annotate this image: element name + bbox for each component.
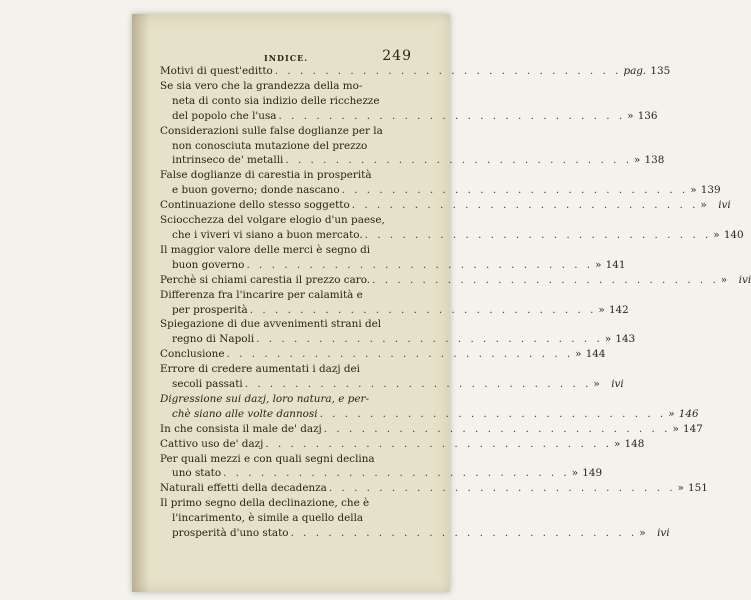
page-ref-number: 138	[644, 154, 665, 167]
page-ref-number: 143	[615, 333, 636, 346]
toc-entry-text: False doglianze di carestia in prosperità	[160, 169, 372, 182]
toc-entry-text: Il maggior valore delle merci è segno di	[160, 243, 371, 256]
page-reference	[595, 258, 625, 273]
toc-entry	[160, 481, 708, 496]
page-ref-number: 136	[637, 109, 658, 122]
leader-dots: . . . . . . . . . . . . . . . . . . . . . . . . . . . .	[364, 228, 712, 241]
toc-entry-line	[160, 288, 404, 303]
toc-entry-text: Continuazione dello stesso soggetto	[160, 199, 350, 212]
toc-entry-line	[160, 243, 404, 258]
toc-entry-line	[160, 139, 404, 154]
leader-dots: . . . . . . . . . . . . . . . . . . . . . . . . . . . .	[323, 422, 671, 435]
toc-entry-text: In che consista il male de' dazj	[160, 422, 322, 435]
page-prefix: »	[595, 258, 602, 271]
toc-entry-line	[160, 347, 606, 362]
page-prefix: »	[672, 422, 679, 435]
page-ref-number: ivi	[718, 199, 731, 212]
page-ref-number: 139	[700, 184, 721, 197]
page-prefix: »	[634, 154, 641, 167]
page-reference	[627, 109, 657, 124]
leader-dots: . . . . . . . . . . . . . . . . . . . . . . . . . . . .	[256, 333, 603, 346]
toc-entry-line	[160, 198, 731, 213]
page-ref-number: 142	[608, 303, 629, 316]
toc-entry-text: Considerazioni sulle false doglianze per la	[160, 124, 383, 137]
toc-entry-text: Conclusione	[160, 348, 225, 361]
page-prefix: »	[614, 437, 621, 450]
toc-entry	[160, 168, 721, 198]
page-ref-number: 144	[585, 348, 606, 361]
page-ref-number: 148	[624, 437, 645, 450]
toc-entry-line	[160, 377, 624, 392]
toc-entry-text: del popolo che l'usa	[172, 109, 277, 122]
toc-entry-line	[160, 94, 404, 109]
page-prefix: pag.	[623, 65, 647, 77]
page-reference	[593, 377, 623, 392]
leader-dots: . . . . . . . . . . . . . . . . . . . . . . . . . . . .	[285, 154, 633, 167]
page-reference	[572, 466, 602, 481]
page-prefix: »	[598, 303, 605, 316]
toc-entry-line	[160, 437, 645, 452]
leader-dots: . . . . . . . . . . . . . . . . . . . . . . . . . . . .	[341, 184, 689, 197]
page-prefix: »	[668, 407, 675, 420]
toc-entry-text: Spiegazione di due avvenimenti strani del	[160, 318, 382, 331]
toc-entry-text: Per quali mezzi e con quali segni declina	[160, 452, 375, 465]
page-prefix: »	[720, 273, 728, 286]
toc-entry	[160, 64, 671, 79]
page-number: 249	[382, 48, 412, 64]
toc-entry-line	[160, 124, 404, 139]
toc-entry-line	[160, 422, 703, 437]
toc-entry-line	[160, 153, 665, 168]
toc-entry	[160, 317, 636, 347]
toc-entry-text: buon governo	[172, 258, 245, 271]
page-prefix: »	[639, 527, 646, 540]
toc-entry	[160, 347, 606, 362]
toc-entry-line	[160, 332, 636, 347]
toc-entry	[160, 213, 744, 243]
page-ref-number: 151	[688, 482, 708, 495]
toc-entry-text: Differenza fra l'incarire per calamità e	[160, 288, 363, 301]
leader-dots: . . . . . . . . . . . . . . . . . . . . . . . . . . . .	[244, 378, 592, 391]
toc-entry	[160, 288, 629, 318]
toc-entry-text: intrinseco de' metalli	[172, 154, 284, 167]
toc-entry-text: chè siano alle volte dannosi	[172, 407, 318, 420]
leader-dots: . . . . . . . . . . . . . . . . . . . . . . . . . . . .	[351, 199, 699, 212]
leader-dots: . . . . . . . . . . . . . . . . . . . . . . . . . . . .	[274, 65, 622, 77]
toc-entry-line	[160, 317, 404, 332]
toc-entry-text: che i viveri vi siano a buon mercato.	[172, 228, 363, 241]
page-prefix: »	[627, 109, 634, 122]
toc-entry	[160, 79, 658, 124]
page-reference	[690, 183, 720, 198]
leader-dots: . . . . . . . . . . . . . . . . . . . . . . . . . . . .	[223, 467, 570, 480]
page-reference	[623, 64, 670, 79]
page-prefix: »	[700, 199, 707, 212]
toc-entry-line	[160, 407, 699, 422]
leader-dots: . . . . . . . . . . . . . . . . . . . . . . . . . . . .	[265, 437, 613, 450]
page-reference	[605, 332, 635, 347]
leader-dots: . . . . . . . . . . . . . . . . . . . . . . . . . . . .	[290, 527, 638, 540]
toc-entry-text: Digressione sui dazj, loro natura, e per-	[160, 392, 369, 405]
leader-dots: . . . . . . . . . . . . . . . . . . . . . . . . . . . .	[226, 348, 574, 361]
toc-entry-line	[160, 481, 708, 496]
page-prefix: »	[677, 482, 684, 495]
toc-entry-text: Naturali effetti della decadenza	[160, 482, 327, 495]
page-ref-number: 149	[582, 467, 603, 480]
page-reference	[721, 273, 751, 288]
toc-entry-text: Se sia vero che la grandezza della mo-	[160, 79, 363, 92]
page-prefix: »	[571, 467, 579, 480]
page-reference	[700, 198, 730, 213]
page-reference	[639, 526, 669, 541]
toc-entry-text: per prosperità	[172, 303, 248, 316]
toc-entry	[160, 437, 645, 452]
toc-entry-line	[160, 213, 404, 228]
toc-entry	[160, 392, 699, 422]
leader-dots: . . . . . . . . . . . . . . . . . . . . . . . . . . . .	[328, 482, 676, 495]
leader-dots: . . . . . . . . . . . . . . . . . . . . . . . . . . . .	[372, 273, 719, 286]
page-reference	[672, 422, 702, 437]
toc-entry-text: regno di Napoli	[172, 333, 255, 346]
page-ref-number: ivi	[611, 378, 624, 391]
toc-entry-line	[160, 228, 744, 243]
toc-entry-line	[160, 452, 404, 467]
page-ref-number: ivi	[738, 273, 751, 286]
leader-dots: . . . . . . . . . . . . . . . . . . . . . . . . . . . .	[319, 407, 667, 420]
leader-dots: . . . . . . . . . . . . . . . . . . . . . . . . . . . .	[246, 258, 594, 271]
toc-entry-line	[160, 183, 721, 198]
page-prefix: »	[575, 348, 582, 361]
page-ref-number: 146	[678, 407, 699, 420]
page-reference	[634, 153, 664, 168]
toc-entry-text: Perchè si chiami carestia il prezzo caro.	[160, 273, 371, 286]
toc-entry-text: non conosciuta mutazione del prezzo	[172, 139, 368, 152]
toc-entry-line	[160, 362, 404, 377]
running-title: INDICE.	[264, 53, 308, 63]
page-prefix: »	[690, 184, 697, 197]
toc-entry-line	[160, 168, 404, 183]
toc-entry-line	[160, 258, 626, 273]
toc-entry-line	[160, 64, 671, 79]
leader-dots: . . . . . . . . . . . . . . . . . . . . . . . . . . . .	[249, 303, 597, 316]
toc-entry-text: Il primo segno della declinazione, che è	[160, 497, 370, 510]
toc-entry-text: secoli passati	[172, 378, 243, 391]
toc-entry-line	[160, 511, 404, 526]
table-of-contents	[160, 64, 751, 541]
page-reference	[575, 347, 605, 362]
toc-entry-line	[160, 303, 629, 318]
toc-entry	[160, 124, 665, 169]
page-ref-number: 140	[723, 228, 744, 241]
page-prefix: »	[593, 378, 600, 391]
toc-entry-line	[160, 109, 658, 124]
page-ref-number: 141	[605, 258, 626, 271]
toc-entry-text: Errore di credere aumentati i dazj dei	[160, 363, 360, 376]
page-reference	[678, 481, 708, 496]
toc-entry	[160, 198, 731, 213]
toc-entry	[160, 422, 703, 437]
toc-entry-text: l'incarimento, è simile a quello della	[172, 512, 364, 525]
toc-entry-text: e buon governo; donde nascano	[172, 184, 340, 197]
toc-entry	[160, 496, 670, 541]
toc-entry-text: neta di conto sia indizio delle ricchezze	[172, 94, 380, 107]
toc-entry-text: Sciocchezza del volgare elogio d'un paese,	[160, 214, 385, 227]
toc-entry-line	[160, 496, 404, 511]
toc-entry	[160, 243, 626, 273]
toc-entry-text: uno stato	[172, 467, 222, 480]
page-prefix: »	[604, 333, 612, 346]
page-ref-number: 135	[650, 65, 671, 77]
toc-entry-line	[160, 392, 404, 407]
toc-entry-line	[160, 526, 670, 541]
toc-entry	[160, 273, 751, 288]
toc-entry-line	[160, 466, 603, 481]
page-prefix: »	[713, 228, 720, 241]
page-ref-number: 147	[682, 422, 703, 435]
toc-entry	[160, 362, 624, 392]
page-gutter-shadow	[132, 14, 150, 592]
page-reference	[598, 303, 628, 318]
toc-entry	[160, 452, 603, 482]
toc-entry-line	[160, 79, 404, 94]
toc-entry-text: prosperità d'uno stato	[172, 527, 289, 540]
page-ref-number: ivi	[657, 527, 670, 540]
toc-entry-text: Cattivo uso de' dazj	[160, 437, 264, 450]
leader-dots: . . . . . . . . . . . . . . . . . . . . . . . . . . . .	[278, 109, 626, 122]
page-reference	[614, 437, 644, 452]
page-reference	[668, 407, 698, 422]
toc-entry-text: Motivi di quest'editto	[160, 65, 273, 77]
page-reference	[713, 228, 743, 243]
toc-entry-line	[160, 273, 751, 288]
